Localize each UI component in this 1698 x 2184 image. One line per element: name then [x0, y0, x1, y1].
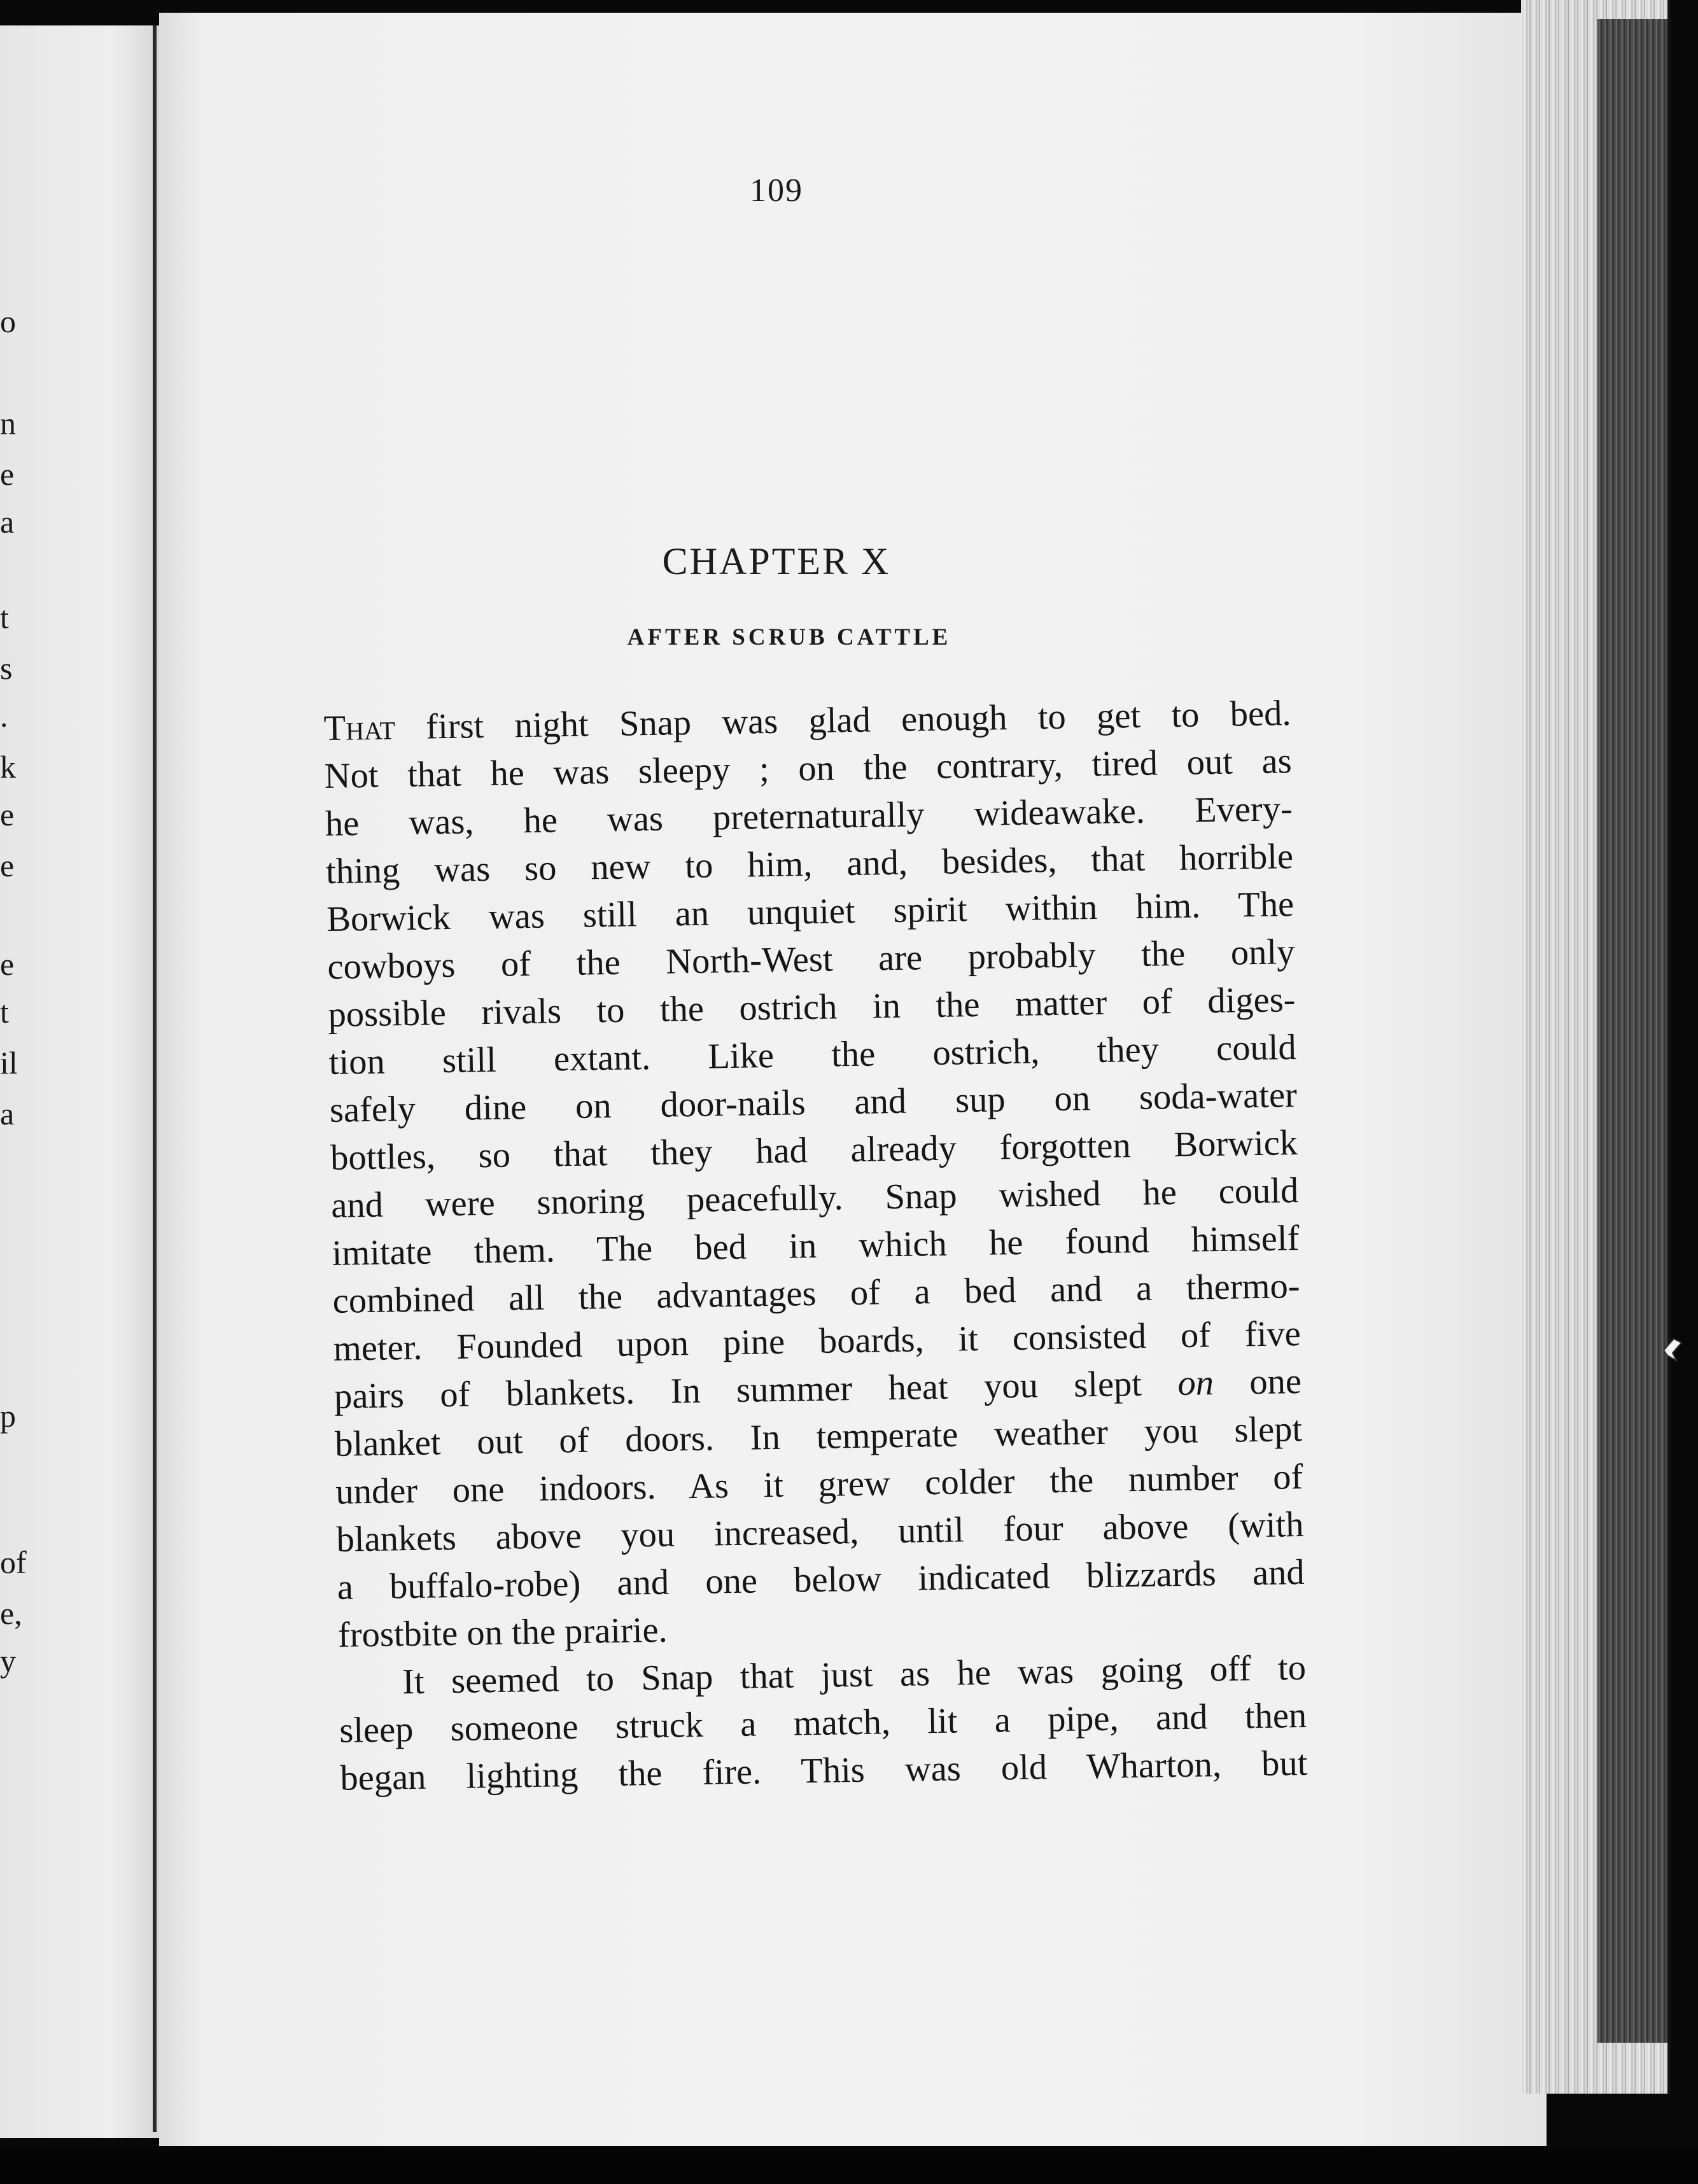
text-line: under one indoors. As it grew colder the number of: [335, 1457, 1303, 1512]
italic-word: on: [1177, 1363, 1214, 1404]
text-line: imitate them. The bed in which he found himself: [332, 1219, 1300, 1273]
left-page-text-fragment: e: [0, 946, 15, 982]
text-line: he was, he was preternaturally wideawake. Every-: [325, 789, 1293, 844]
left-page-text-fragment: il: [0, 1045, 18, 1081]
left-page-text-fragment: t: [0, 994, 9, 1030]
left-page-text-fragment: .: [0, 698, 8, 734]
left-page-text-fragment: e: [0, 848, 15, 883]
left-page-text-fragment: e: [0, 797, 15, 832]
text-line: thing was so new to him, and, besides, that horrible: [325, 837, 1294, 892]
text-line: combined all the advantages of a bed and a thermo-: [332, 1266, 1301, 1321]
left-page-text-fragment: o: [0, 304, 16, 339]
left-page-text-fragment: n: [0, 405, 16, 441]
scan-border: [0, 2146, 1698, 2184]
text-line: bottles, so that they had already forgotten Borwick: [330, 1123, 1298, 1178]
left-page-text-fragment: t: [0, 599, 9, 635]
text-line: cowboys of the North-West are probably the only: [326, 932, 1295, 987]
chapter-title: CHAPTER X: [662, 540, 891, 582]
text-line: pairs of blankets. In summer heat you slept on one: [333, 1361, 1302, 1417]
text-line: safely dine on door-nails and sup on soda-water: [329, 1075, 1298, 1130]
bookmark-tab-icon: [1662, 1336, 1684, 1362]
text-line: sleep someone struck a match, lit a pipe, and then: [339, 1695, 1307, 1751]
book-block-edge: [1597, 19, 1667, 2043]
text-line: Not that he was sleepy ; on the contrary, tired out as: [324, 741, 1293, 796]
left-page-text-fragment: p: [0, 1398, 16, 1434]
left-page-text-fragment: s: [0, 650, 13, 686]
left-page-text-fragment: y: [0, 1643, 16, 1679]
left-page-text-fragment: a: [0, 1096, 15, 1131]
drop-word: That: [323, 708, 396, 748]
text-line: a buffalo-robe) and one below indicated blizzards and: [337, 1552, 1305, 1607]
text-line: That first night Snap was glad enough to get to bed.: [323, 694, 1291, 748]
chapter-subtitle: AFTER SCRUB CATTLE: [627, 624, 951, 650]
left-page-text-fragment: of: [0, 1544, 27, 1580]
page-number: 109: [750, 172, 803, 209]
spine-gutter: [153, 25, 157, 2132]
text-line: Borwick was still an unquiet spirit within him. The: [326, 885, 1295, 939]
left-page-text-fragment: e,: [0, 1595, 22, 1631]
text-line: blanket out of doors. In temperate weather you slept: [334, 1409, 1303, 1464]
text-line: began lighting the fire. This was old Wharton, but: [340, 1743, 1308, 1798]
text-line: blankets above you increased, until four above (with: [336, 1504, 1304, 1560]
body-text: [323, 690, 1308, 1803]
left-page-text-fragment: a: [0, 504, 15, 540]
text-line: possible rivals to the ostrich in the matter of diges-: [328, 980, 1296, 1035]
text-line: meter. Founded upon pine boards, it consisted of five: [333, 1314, 1302, 1369]
text-line: frostbite on the prairie.: [337, 1610, 668, 1655]
left-page-text-fragment: e: [0, 456, 15, 492]
text-line: It seemed to Snap that just as he was going off to: [402, 1648, 1307, 1702]
text-line: and were snoring peacefully. Snap wished he could: [330, 1171, 1299, 1226]
text-line: tion still extant. Like the ostrich, they could: [328, 1028, 1297, 1082]
left-page-text-fragment: k: [0, 749, 16, 785]
